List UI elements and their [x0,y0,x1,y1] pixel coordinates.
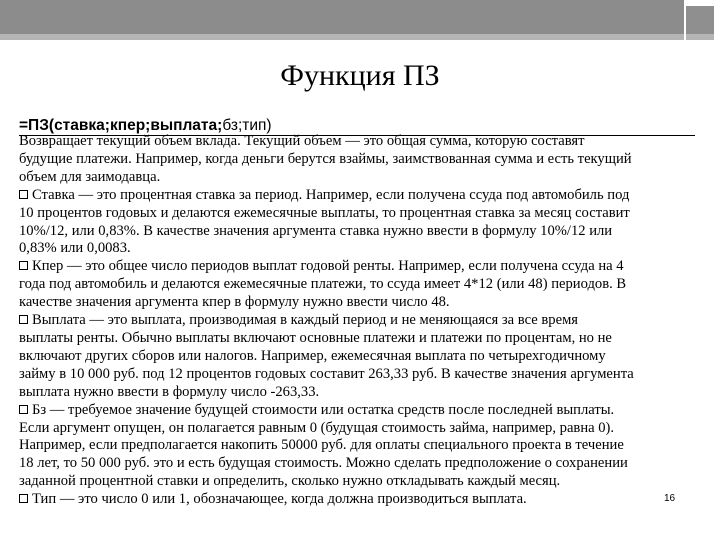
kper-line: года под автомобиль и делаются ежемесячные платежи, то ссуда имеет 4*12 (или 48) периодов. В [19,276,627,293]
intro-line: объем для заимодавца. [19,168,161,185]
intro-line: будущие платежи. Например, когда деньги берутся взаймы, заимствованная сумма и есть текущий [19,150,632,167]
stavka-paragraph: Ставка — это процентная ставка за период. Например, если получена ссуда под автомобиль под [19,187,703,205]
vyplata-line: займу в 10 000 руб. под 12 процентов годовых составит 263,33 руб. В качестве значения аргумента [19,365,634,382]
formula-optional-args: бз;тип) [222,117,272,134]
stavka-line: 10 процентов годовых и делаются ежемесячные выплаты, то процентная ставка за месяц составит [19,204,630,221]
vyplata-line: выплата нужно ввести в формулу число -263,33. [19,383,320,400]
square-bullet-icon [19,494,28,503]
decorative-square [686,6,714,34]
decorative-square-edge [686,34,714,40]
slide-number: 16 [664,493,676,504]
vyplata-line: выплаты ренты. Обычно выплаты включают основные платежи и платежи по процентам, но не [19,329,612,346]
vyplata-line: включают других сборов или налогов. Например, ежемесячная выплата по четырехгодичному [19,347,606,364]
stavka-line: 0,83% или 0,0083. [19,240,131,257]
bz-paragraph: Бз — требуемое значение будущей стоимости или остатка средств после последней выплаты. [19,402,703,420]
tip-paragraph: Тип — это число 0 или 1, обозначающее, когда должна производиться выплата. [19,491,703,509]
title-bar-decoration [0,0,720,40]
bz-line: заданной процентной ставки и определить, сколько нужно откладывать каждый месяц. [19,473,561,490]
bz-line: Например, если предполагается накопить 50000 руб. для оплаты специального проекта в течение [19,437,624,454]
slide-title: Функция ПЗ [280,59,440,92]
kper-line: качестве значения аргумента кпер в формулу нужно ввести число 48. [19,294,450,311]
square-bullet-icon [19,261,28,270]
decorative-dark-band [0,0,684,34]
slide-body [19,133,703,509]
square-bullet-icon [19,190,28,199]
decorative-light-band [0,34,684,40]
intro-line: Возвращает текущий объем вклада. Текущий объем — это общая сумма, которую составят [19,133,585,149]
stavka-line: 10%/12, или 0,83%. В качестве значения аргумента ставка нужно ввести в формулу 10%/12 или [19,222,613,239]
square-bullet-icon [19,315,28,324]
kper-paragraph: Кпер — это общее число периодов выплат годовой ренты. Например, если получена ссуда на 4 [19,258,703,276]
square-bullet-icon [19,405,28,414]
bz-line: 18 лет, то 50 000 руб. это и есть будущая стоимость. Можно сделать предположение о сохранении [19,455,628,472]
formula-required-args: =ПЗ(ставка;кпер;выплата; [19,117,223,134]
bz-line: Если аргумент опущен, он полагается равным 0 (будущая стоимость займа, например, равна 0). [19,419,615,436]
vyplata-paragraph: Выплата — это выплата, производимая в каждый период и не меняющаяся за все время [19,312,703,330]
